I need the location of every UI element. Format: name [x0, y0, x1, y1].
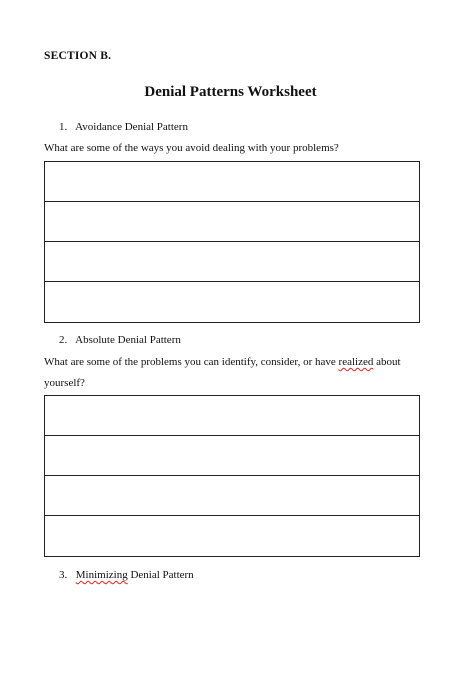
item-2-heading [59, 334, 181, 346]
answer-row[interactable] [45, 202, 419, 242]
answer-row[interactable] [45, 516, 419, 556]
item-2-question-misspelled-word: realized [338, 356, 374, 368]
answer-row[interactable] [45, 476, 419, 516]
item-1-question-text: What are some of the ways you avoid dealing with your problems? [44, 142, 339, 154]
item-2-number: 2. [59, 334, 68, 346]
answer-row[interactable] [45, 436, 419, 476]
answer-row[interactable] [45, 162, 419, 202]
item-1-number: 1. [59, 121, 68, 133]
answer-row[interactable] [45, 242, 419, 282]
answer-row[interactable] [45, 396, 419, 436]
item-1-heading [59, 121, 188, 133]
item-3-heading-misspelled-word: Minimizing [75, 569, 128, 581]
item-3-heading-text: Denial Pattern [127, 569, 194, 581]
answer-row[interactable] [45, 282, 419, 322]
item-2-answer-grid [44, 395, 420, 557]
item-1-heading-text: Avoidance Denial Pattern [75, 121, 188, 133]
item-3-heading [59, 569, 194, 581]
item-1-answer-grid [44, 161, 420, 323]
item-3-number: 3. [59, 569, 68, 581]
item-1-question [44, 138, 420, 159]
item-2-heading-text: Absolute Denial Pattern [75, 334, 181, 346]
item-2-question-text-a: What are some of the problems you can identify, consider, or have [44, 356, 339, 368]
worksheet-title: Denial Patterns Worksheet [144, 84, 317, 100]
section-label: SECTION B. [44, 50, 112, 62]
item-2-question [44, 352, 420, 394]
item-2-question-text-b: about yourself? [44, 356, 401, 389]
